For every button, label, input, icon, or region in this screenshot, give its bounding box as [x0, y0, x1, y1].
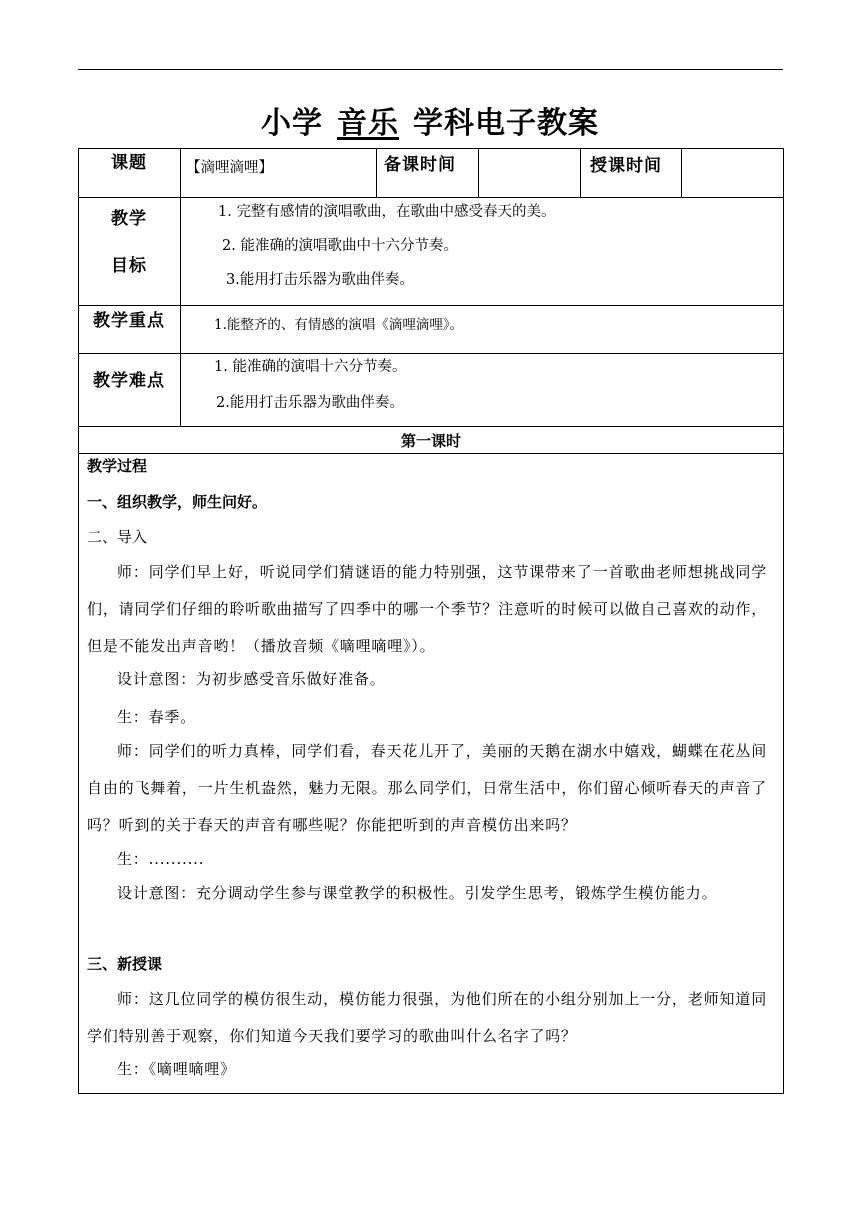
paragraph: 师：这几位同学的模仿很生动，模仿能力很强，为他们所在的小组分别加上一分，老师知道同学们特别善于观察，你们知道今天我们要学习的歌曲叫什么名字了吗？: [87, 990, 767, 1045]
title-prefix: 小学: [261, 106, 323, 141]
column-divider: [376, 148, 377, 197]
difficulties-label: 教学难点: [93, 371, 165, 391]
row-divider: [78, 353, 784, 354]
key-points-label: 教学重点: [93, 311, 165, 331]
paragraph: 师：同学们早上好，听说同学们猜谜语的能力特别强，这节课带来了一首歌曲老师想挑战同学们，请同学们仔细的聆听歌曲描写了四季中的哪一个季节？注意听的时候可以做自己喜欢的动作，但是不能发出声音哟！（播放音频《嘀哩嘀哩》）。: [87, 563, 767, 655]
column-divider: [478, 148, 479, 197]
lesson-header: 第一课时: [400, 432, 461, 450]
title-subject-text: 音乐: [337, 106, 399, 141]
student-answer: 生：春季。: [117, 708, 197, 726]
column-divider: [681, 148, 682, 197]
prep-time-label: 备课时间: [384, 155, 456, 175]
student-answer: 生：《嘀哩嘀哩》: [117, 1060, 236, 1078]
objective-item: 1. 完整有感情的演唱歌曲，在歌曲中感受春天的美。: [218, 204, 556, 220]
design-intent: 设计意图：充分调动学生参与课堂教学的积极性。引发学生思考，锻炼学生模仿能力。: [117, 884, 718, 902]
objectives-label-line2: 目标: [111, 256, 147, 276]
column-divider: [580, 148, 581, 197]
row-divider: [78, 305, 784, 306]
objective-item: 3.能用打击乐器为歌曲伴奏。: [226, 272, 414, 288]
title-subject: [323, 104, 413, 144]
difficulty-item: 1. 能准确的演唱十六分节奏。: [214, 359, 407, 375]
page-title: [0, 104, 860, 144]
student-answer: 生：..........: [117, 850, 205, 868]
row-divider: [78, 197, 784, 198]
difficulty-item: 2.能用打击乐器为歌曲伴奏。: [216, 395, 404, 411]
row-divider: [78, 426, 784, 427]
section-new-lesson: 三、新授课: [87, 955, 163, 973]
design-intent: 设计意图：为初步感受音乐做好准备。: [117, 670, 386, 688]
teach-time-label: 授课时间: [590, 156, 662, 176]
topic-value: 【滴哩滴哩】: [186, 160, 273, 176]
row-divider: [78, 453, 784, 454]
objectives-label-line1: 教学: [111, 209, 147, 229]
paragraph: 师：同学们的听力真棒，同学们看，春天花儿开了，美丽的天鹅在湖水中嬉戏，蝴蝶在花丛间自由的飞舞着，一片生机盎然，魅力无限。那么同学们，日常生活中，你们留心倾听春天的声音了吗？听到的关于春天的声音有哪些呢？你能把听到的声音模仿出来吗？: [87, 742, 767, 834]
title-suffix: 学科电子教案: [413, 106, 599, 141]
key-point-item: 1.能整齐的、有情感的演唱《滴哩滴哩》。: [214, 317, 464, 333]
objective-item: 2. 能准确的演唱歌曲中十六分节奏。: [222, 238, 458, 254]
section-intro: 二、导入: [87, 528, 148, 546]
header-rule: [78, 69, 783, 70]
column-divider: [180, 148, 181, 426]
section-organize: 一、组织教学，师生问好。: [87, 493, 268, 511]
process-heading: 教学过程: [87, 457, 148, 475]
topic-label: 课题: [111, 153, 147, 173]
